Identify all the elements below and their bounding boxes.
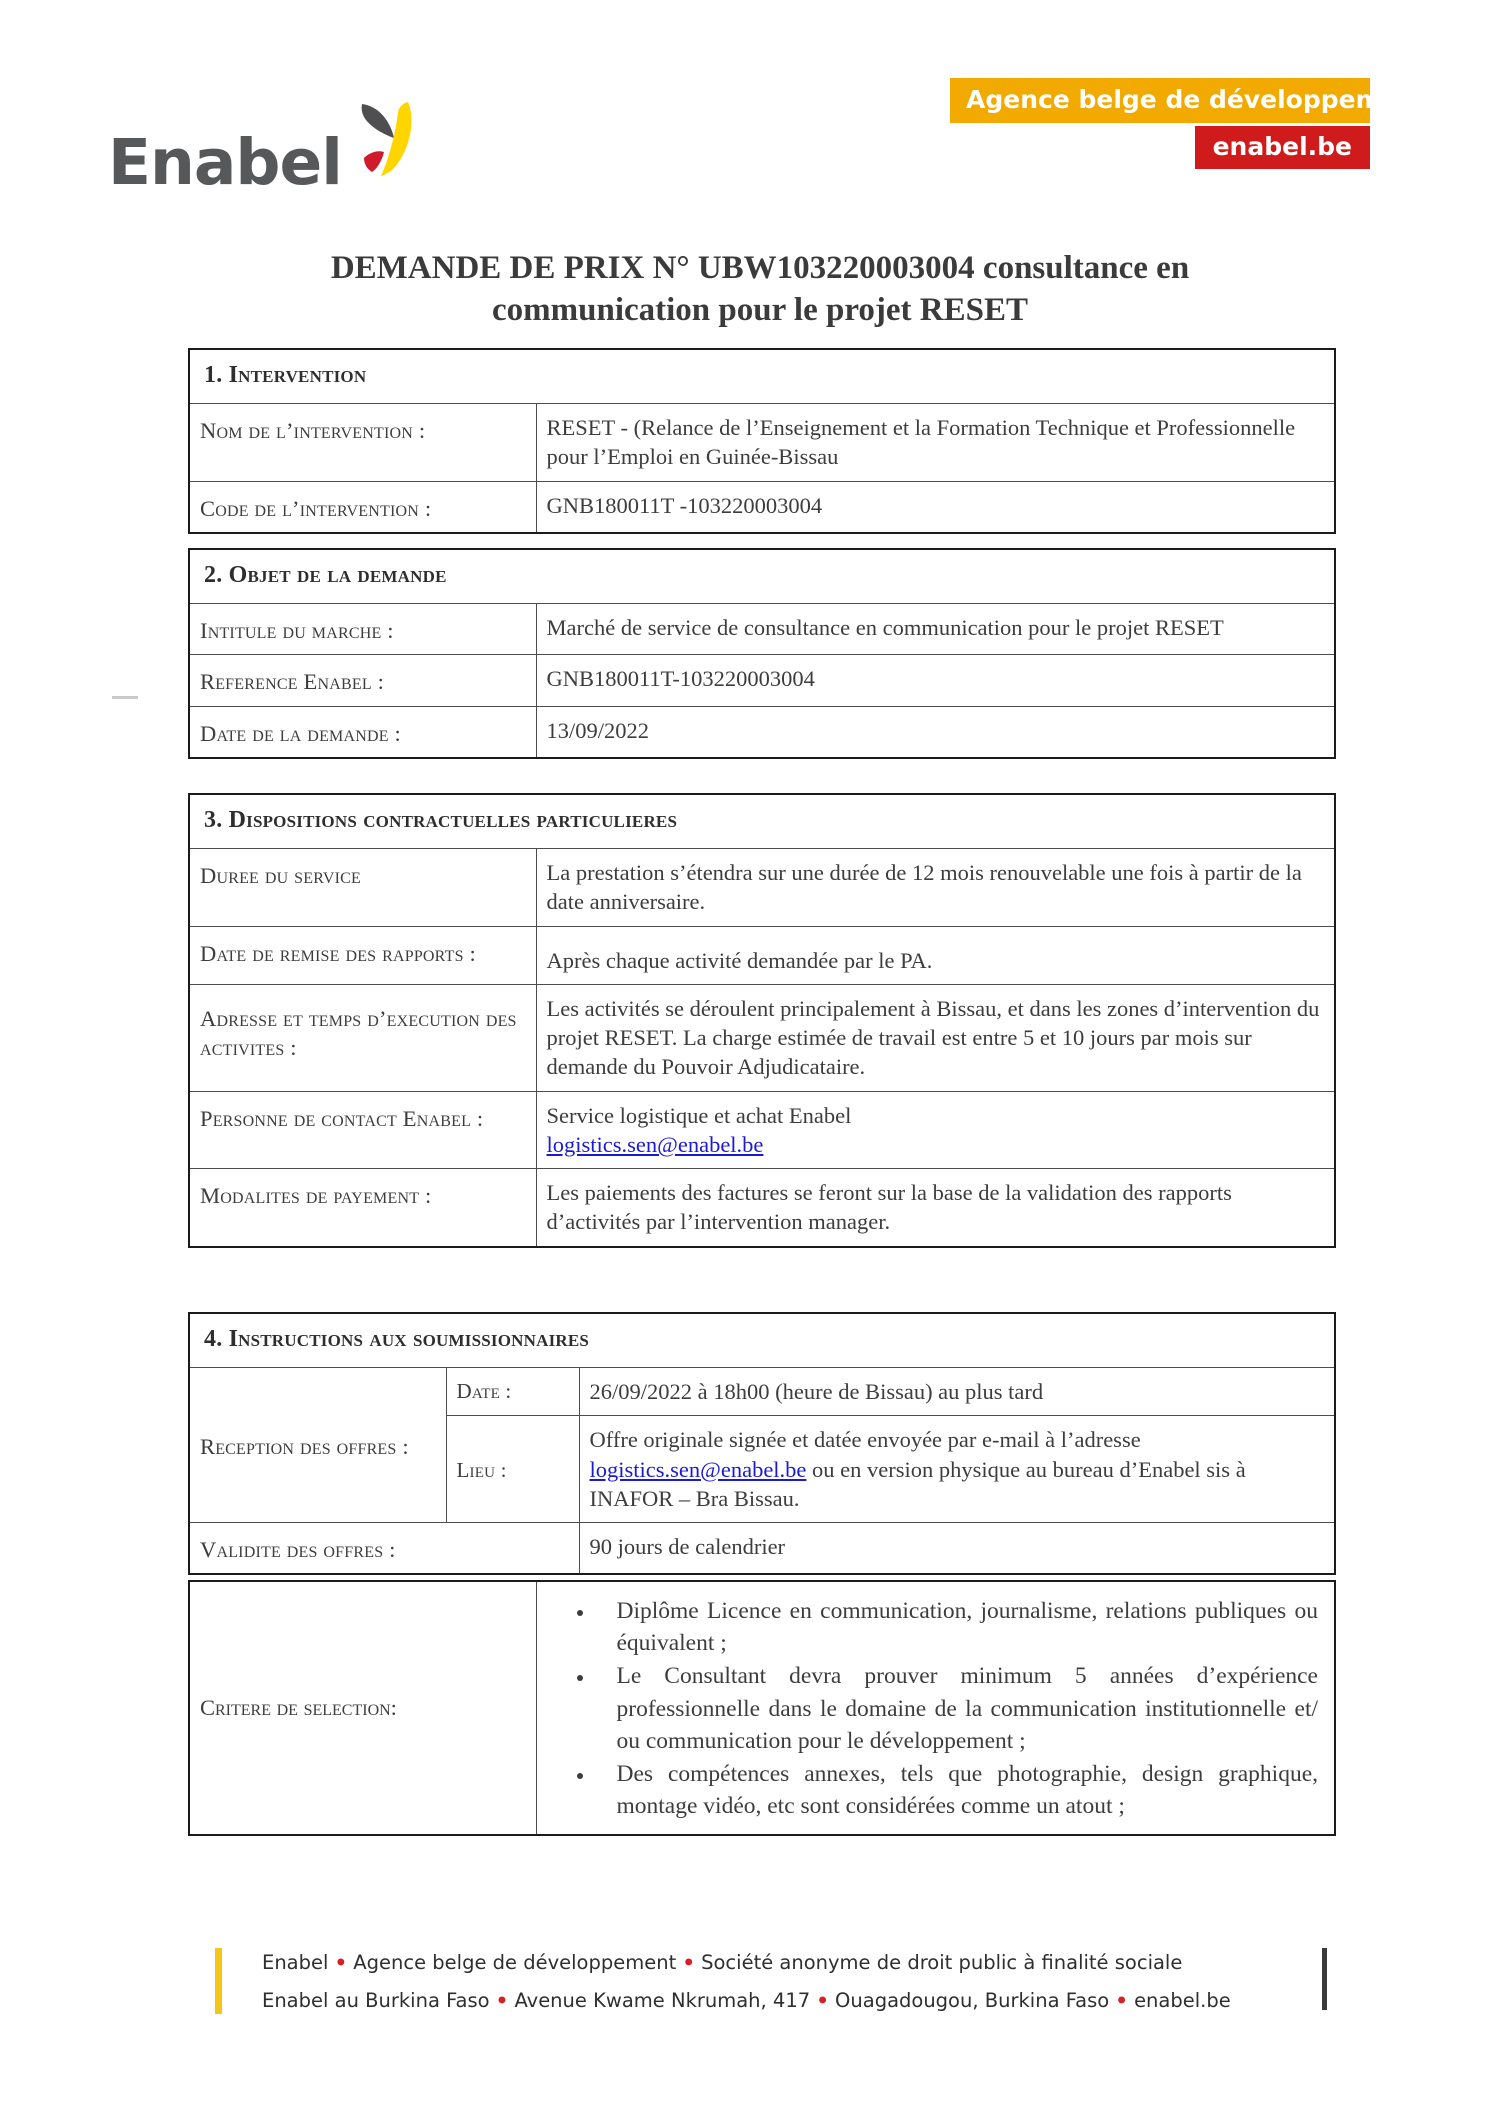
label-personne-contact: Personne de contact Enabel :	[189, 1091, 536, 1169]
table-row	[189, 706, 1335, 758]
table-row	[189, 549, 1335, 604]
section-2-heading: 2. Objet de la demande	[204, 562, 447, 588]
footer-street-address: Avenue Kwame Nkrumah, 417	[514, 1989, 811, 2013]
margin-mark	[112, 696, 138, 699]
bullet-separator-icon: •	[495, 1989, 509, 2013]
table-row	[189, 1169, 1335, 1247]
table-row	[189, 926, 1335, 984]
bullet-separator-icon: •	[334, 1951, 348, 1974]
label-duree-service: Duree du service	[189, 849, 536, 927]
footer-line-2	[262, 1982, 1231, 2020]
table-row	[189, 655, 1335, 706]
contact-email-link[interactable]: logistics.sen@enabel.be	[546, 1131, 764, 1157]
page-title	[185, 248, 1335, 332]
footer-org-name: Enabel	[262, 1951, 329, 1974]
footer-country-office: Enabel au Burkina Faso	[262, 1989, 490, 2013]
enabel-logo	[108, 90, 422, 200]
sublabel-date: Date :	[446, 1368, 579, 1416]
value-date-demande: 13/09/2022	[536, 706, 1335, 758]
footer-org-tagline: Agence belge de développement	[353, 1951, 677, 1974]
label-code-intervention: Code de l’intervention :	[189, 481, 536, 533]
value-intitule-marche: Marché de service de consultance en communication pour le projet RESET	[536, 604, 1335, 655]
table-row	[189, 349, 1335, 404]
value-lieu-reception	[579, 1416, 1335, 1523]
table-row	[189, 404, 1335, 482]
section-3-heading: 3. Dispositions contractuelles particulieres	[204, 807, 678, 833]
agency-banner-tagline: Agence belge de développement	[950, 78, 1370, 123]
table-row	[189, 1581, 1335, 1835]
bullet-separator-icon: •	[1115, 1989, 1128, 2013]
page-title-line-2: communication pour le projet RESET	[492, 291, 1028, 328]
lieu-email-link[interactable]: logistics.sen@enabel.be	[589, 1456, 807, 1482]
contact-service-name: Service logistique et achat Enabel	[546, 1102, 852, 1128]
table-row	[189, 1091, 1335, 1169]
footer-accent-bar-right	[1322, 1948, 1327, 2010]
table-dispositions-contractuelles	[188, 793, 1336, 1248]
label-modalites-payement: Modalites de payement :	[189, 1169, 536, 1247]
table-row	[189, 984, 1335, 1091]
value-critere-selection	[536, 1581, 1335, 1835]
bullet-separator-icon: •	[682, 1951, 695, 1974]
value-adresse-temps-execution: Les activités se déroulent principalement à Bissau, et dans les zones d’intervention du projet RESET. La charge estimée de travail est entre 5 et 10 jours par mois sur demande du Pouvoir Adjudicataire.	[536, 984, 1335, 1091]
footer-website: enabel.be	[1134, 1989, 1231, 2013]
criteria-list	[537, 1595, 1319, 1822]
page-header	[0, 0, 1500, 230]
page-title-line-1: DEMANDE DE PRIX N° UBW103220003004 consultance en	[330, 250, 1190, 286]
list-item: • Le Consultant devra prouver minimum 5 années d’expérience professionnelle dans le domaine de la communication institutionnelle et/ ou communication pour le développement ;	[595, 1660, 1319, 1757]
agency-banner	[950, 78, 1429, 169]
value-reference-enabel: GNB180011T-103220003004	[536, 655, 1335, 706]
table-row	[189, 849, 1335, 927]
value-date-remise-rapports: Après chaque activité demandée par le PA.	[536, 926, 1335, 984]
value-duree-service: La prestation s’étendra sur une durée de 12 mois renouvelable une fois à partir de la date anniversaire.	[536, 849, 1335, 927]
label-date-demande: Date de la demande :	[189, 706, 536, 758]
section-4-heading: 4. Instructions aux soumissionnaires	[204, 1326, 590, 1352]
table-critere-selection	[188, 1580, 1336, 1836]
value-nom-intervention: RESET - (Relance de l’Enseignement et la Formation Technique et Professionnelle pour l’Emploi en Guinée-Bissau	[536, 404, 1335, 482]
label-reception-offres: Reception des offres :	[189, 1368, 446, 1523]
label-adresse-temps-execution: Adresse et temps d’execution des activites :	[189, 984, 536, 1091]
table-row	[189, 604, 1335, 655]
enabel-logo-wordmark: Enabel	[108, 126, 342, 200]
label-reference-enabel: Reference Enabel :	[189, 655, 536, 706]
table-row	[189, 1368, 1335, 1416]
enabel-flame-logo-icon	[348, 90, 422, 190]
label-date-remise-rapports: Date de remise des rapports :	[189, 926, 536, 984]
table-instructions-soumissionnaires	[188, 1312, 1336, 1575]
table-row	[189, 481, 1335, 533]
list-item: • Diplôme Licence en communication, journalisme, relations publiques ou équivalent ;	[595, 1595, 1319, 1659]
table-row	[189, 794, 1335, 849]
bullet-separator-icon: •	[816, 1989, 829, 2013]
label-nom-intervention: Nom de l’intervention :	[189, 404, 536, 482]
table-objet-demande	[188, 548, 1336, 759]
label-intitule-marche: Intitule du marche :	[189, 604, 536, 655]
lieu-text-before: Offre originale signée et datée envoyée par e-mail à l’adresse	[589, 1427, 1141, 1453]
footer-text	[262, 1944, 1231, 2020]
footer-legal-form: Société anonyme de droit public à finalité sociale	[701, 1951, 1183, 1974]
label-validite-offres: Validite des offres :	[189, 1523, 579, 1575]
label-critere-selection: Critere de selection:	[189, 1581, 536, 1835]
table-row	[189, 1523, 1335, 1575]
section-1-heading: 1. Intervention	[204, 362, 367, 388]
value-date-reception: 26/09/2022 à 18h00 (heure de Bissau) au plus tard	[579, 1368, 1335, 1416]
list-item: • Des compétences annexes, tels que photographie, design graphique, montage vidéo, etc sont considérées comme un atout ;	[595, 1758, 1319, 1822]
sublabel-lieu: Lieu :	[446, 1416, 579, 1523]
table-intervention	[188, 348, 1336, 534]
lieu-text-after: ou en version physique au bureau d’Enabel sis à INAFOR – Bra Bissau.	[589, 1456, 1246, 1511]
page-footer	[0, 1930, 1500, 2050]
table-row	[189, 1313, 1335, 1368]
value-validite-offres: 90 jours de calendrier	[579, 1523, 1335, 1575]
value-personne-contact	[536, 1091, 1335, 1169]
agency-banner-website: enabel.be	[1195, 126, 1370, 169]
footer-city-country: Ouagadougou, Burkina Faso	[835, 1989, 1110, 2013]
footer-accent-bar-left	[215, 1948, 222, 2014]
value-modalites-payement: Les paiements des factures se feront sur la base de la validation des rapports d’activités par l’intervention manager.	[536, 1169, 1335, 1247]
value-code-intervention: GNB180011T -103220003004	[536, 481, 1335, 533]
footer-line-1	[262, 1944, 1231, 1982]
